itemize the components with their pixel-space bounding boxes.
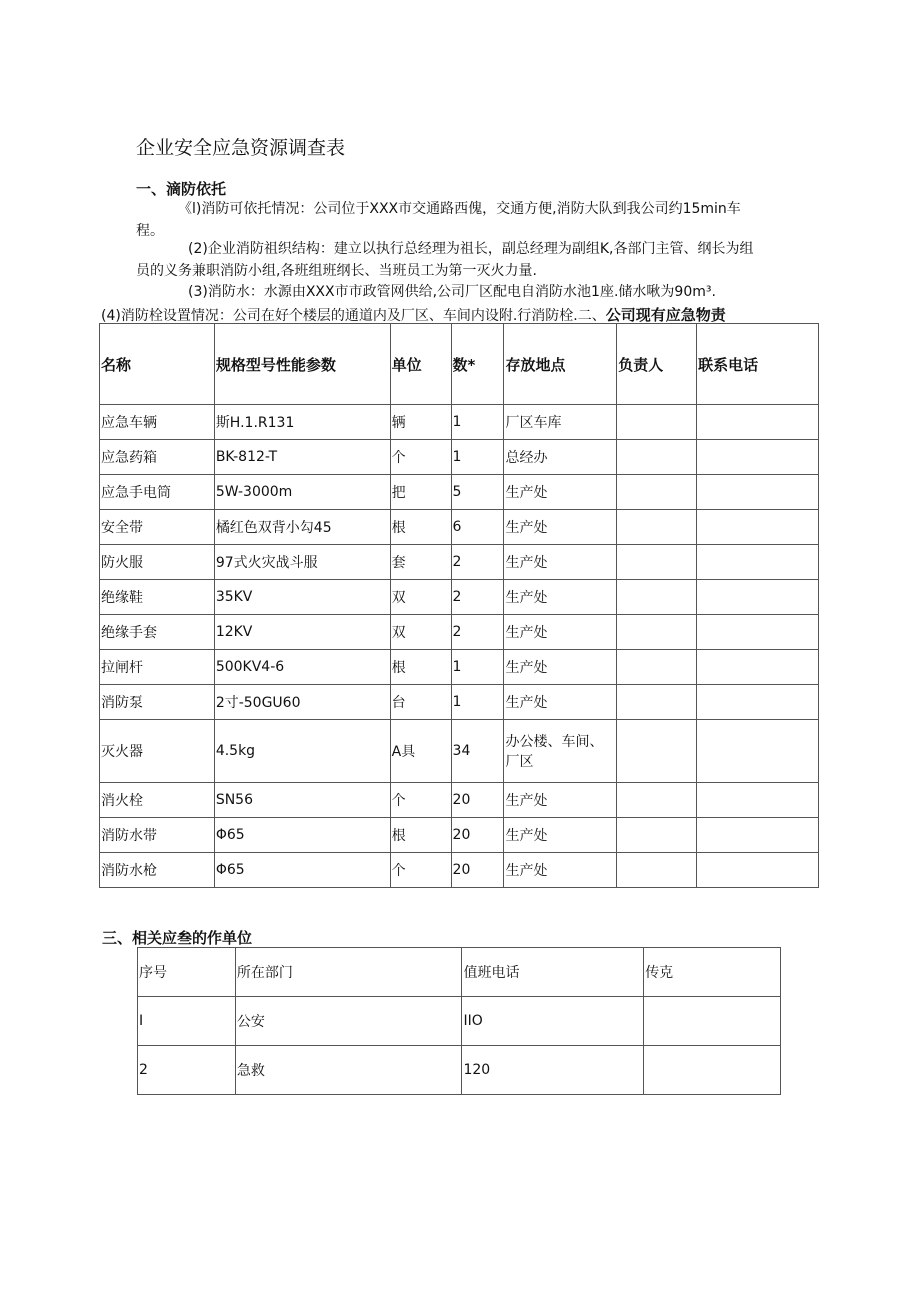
cell-location: 生产处 <box>504 650 617 685</box>
header-fax: 传克 <box>644 948 781 997</box>
cell-quantity: 34 <box>451 720 504 783</box>
cell-person <box>617 783 697 818</box>
cell-phone <box>697 783 819 818</box>
cell-quantity: 2 <box>451 615 504 650</box>
section3-heading: 三、相关应叁的作单位 <box>102 929 253 947</box>
section1-heading: 一、滴防依托 <box>136 180 227 198</box>
cell-location: 生产处 <box>504 510 617 545</box>
cell-spec: 4.5kg <box>214 720 390 783</box>
paragraph-2-line2: 员的义务兼职消防小组,各班组班纲长、当班员工为第一灭火力量. <box>136 263 537 279</box>
cell-spec: 35KV <box>214 580 390 615</box>
paragraph-1-line1: 《l)消防可依托情况：公司位于XXX市交通路西傀，交通方便,消防大队到我公司约15min车 <box>178 201 741 217</box>
cell-person <box>617 545 697 580</box>
cell-unit: 个 <box>390 853 451 888</box>
table-row <box>100 818 819 853</box>
cell-quantity: 6 <box>451 510 504 545</box>
cell-spec: 5W-3000m <box>214 475 390 510</box>
table-row <box>100 685 819 720</box>
cell-spec: 97式火灾战斗服 <box>214 545 390 580</box>
cell-name: 拉闸杆 <box>100 650 215 685</box>
paragraph-1-line2: 程。 <box>136 223 164 239</box>
cell-quantity: 2 <box>451 580 504 615</box>
cell-unit: 双 <box>390 615 451 650</box>
cell-fax <box>644 1046 781 1095</box>
table-row <box>100 545 819 580</box>
cell-department: 急救 <box>235 1046 462 1095</box>
cell-person <box>617 615 697 650</box>
paragraph-3: (3)消防水：水源由XXX市市政管网供给,公司厂区配电自消防水池1座.储水啾为90m³. <box>188 284 716 300</box>
paragraph-2 <box>136 238 816 282</box>
cell-person <box>617 510 697 545</box>
table-row <box>100 405 819 440</box>
header-spec: 规格型号性能参数 <box>214 324 390 405</box>
cell-spec: Φ65 <box>214 818 390 853</box>
table-row <box>100 615 819 650</box>
cell-person <box>617 580 697 615</box>
cell-unit: 辆 <box>390 405 451 440</box>
cell-duty-phone: 120 <box>462 1046 644 1095</box>
cell-quantity: 1 <box>451 405 504 440</box>
cell-phone <box>697 475 819 510</box>
cell-quantity: 1 <box>451 685 504 720</box>
table-row <box>100 475 819 510</box>
cell-name: 绝缘鞋 <box>100 580 215 615</box>
cell-quantity: 2 <box>451 545 504 580</box>
cell-quantity: 1 <box>451 650 504 685</box>
cell-name: 安全带 <box>100 510 215 545</box>
table-row <box>100 783 819 818</box>
cell-quantity: 20 <box>451 853 504 888</box>
cell-quantity: 5 <box>451 475 504 510</box>
header-person: 负责人 <box>617 324 697 405</box>
cell-person <box>617 440 697 475</box>
cell-name: 绝缘手套 <box>100 615 215 650</box>
cell-person <box>617 650 697 685</box>
cell-phone <box>697 545 819 580</box>
cell-spec: 橘红色双背小勾45 <box>214 510 390 545</box>
cell-name: 消防泵 <box>100 685 215 720</box>
cell-unit: 根 <box>390 510 451 545</box>
cell-spec: SN56 <box>214 783 390 818</box>
cell-location: 生产处 <box>504 580 617 615</box>
cell-location: 生产处 <box>504 853 617 888</box>
paragraph-2-line1: (2)企业消防祖织结构：建立以执行总经理为祖长，副总经理为副组K,各部门主管、纲长为组 <box>188 241 754 257</box>
cell-spec: 斯H.1.R131 <box>214 405 390 440</box>
cell-phone <box>697 580 819 615</box>
cell-unit: 套 <box>390 545 451 580</box>
paragraph-1 <box>136 198 816 242</box>
cell-phone <box>697 440 819 475</box>
header-index: 序号 <box>138 948 236 997</box>
cell-name: 应急车辆 <box>100 405 215 440</box>
table-header-row <box>100 324 819 405</box>
cell-index: I <box>138 997 236 1046</box>
cell-location: 生产处 <box>504 818 617 853</box>
table-row <box>100 510 819 545</box>
cell-phone <box>697 853 819 888</box>
cell-unit: 根 <box>390 650 451 685</box>
cell-location: 生产处 <box>504 685 617 720</box>
header-duty-phone: 值班电话 <box>462 948 644 997</box>
cell-location: 生产处 <box>504 545 617 580</box>
cell-phone <box>697 510 819 545</box>
cell-phone <box>697 818 819 853</box>
header-phone: 联系电话 <box>697 324 819 405</box>
cell-duty-phone: IIO <box>462 997 644 1046</box>
table-header-row <box>138 948 781 997</box>
cell-person <box>617 475 697 510</box>
cell-index: 2 <box>138 1046 236 1095</box>
cell-name: 消火栓 <box>100 783 215 818</box>
cell-quantity: 1 <box>451 440 504 475</box>
table-row <box>100 853 819 888</box>
header-location: 存放地点 <box>504 324 617 405</box>
cell-phone <box>697 650 819 685</box>
cell-name: 消防水枪 <box>100 853 215 888</box>
cell-unit: 根 <box>390 818 451 853</box>
cell-name: 防火服 <box>100 545 215 580</box>
cell-fax <box>644 997 781 1046</box>
cell-person <box>617 818 697 853</box>
emergency-supplies-table <box>99 323 819 888</box>
cell-spec: 12KV <box>214 615 390 650</box>
cell-name: 消防水带 <box>100 818 215 853</box>
section2-heading: 公司现有应急物责 <box>605 306 726 324</box>
cell-location: 生产处 <box>504 783 617 818</box>
cell-person <box>617 405 697 440</box>
cell-phone <box>697 405 819 440</box>
cell-spec: BK-812-T <box>214 440 390 475</box>
cell-unit: A具 <box>390 720 451 783</box>
cell-unit: 个 <box>390 440 451 475</box>
cell-location: 生产处 <box>504 475 617 510</box>
table-row <box>138 997 781 1046</box>
table-row <box>100 440 819 475</box>
cell-phone <box>697 615 819 650</box>
header-unit: 单位 <box>390 324 451 405</box>
cell-unit: 把 <box>390 475 451 510</box>
cell-quantity: 20 <box>451 818 504 853</box>
cell-person <box>617 853 697 888</box>
cell-location: 办公楼、车间、厂区 <box>504 720 617 783</box>
related-units-table <box>137 947 781 1095</box>
cell-person <box>617 685 697 720</box>
header-department: 所在部门 <box>235 948 462 997</box>
table-row <box>100 650 819 685</box>
cell-spec: 500KV4-6 <box>214 650 390 685</box>
cell-phone <box>697 720 819 783</box>
cell-unit: 个 <box>390 783 451 818</box>
cell-location: 总经办 <box>504 440 617 475</box>
cell-name: 应急药箱 <box>100 440 215 475</box>
cell-spec: 2寸-50GU60 <box>214 685 390 720</box>
table-row <box>100 720 819 783</box>
header-quantity: 数* <box>451 324 504 405</box>
cell-phone <box>697 685 819 720</box>
cell-name: 灭火器 <box>100 720 215 783</box>
cell-unit: 台 <box>390 685 451 720</box>
paragraph-4-text: (4)消防栓设置情况：公司在好个楼层的通道内及厂区、车间内设附.行消防栓.二、 <box>101 308 606 324</box>
table-row <box>100 580 819 615</box>
cell-quantity: 20 <box>451 783 504 818</box>
cell-person <box>617 720 697 783</box>
document-title: 企业安全应急资源调查表 <box>136 137 346 159</box>
cell-spec: Φ65 <box>214 853 390 888</box>
cell-department: 公安 <box>235 997 462 1046</box>
cell-location: 生产处 <box>504 615 617 650</box>
table-row <box>138 1046 781 1095</box>
header-name: 名称 <box>100 324 215 405</box>
cell-location: 厂区车库 <box>504 405 617 440</box>
cell-unit: 双 <box>390 580 451 615</box>
cell-name: 应急手电筒 <box>100 475 215 510</box>
